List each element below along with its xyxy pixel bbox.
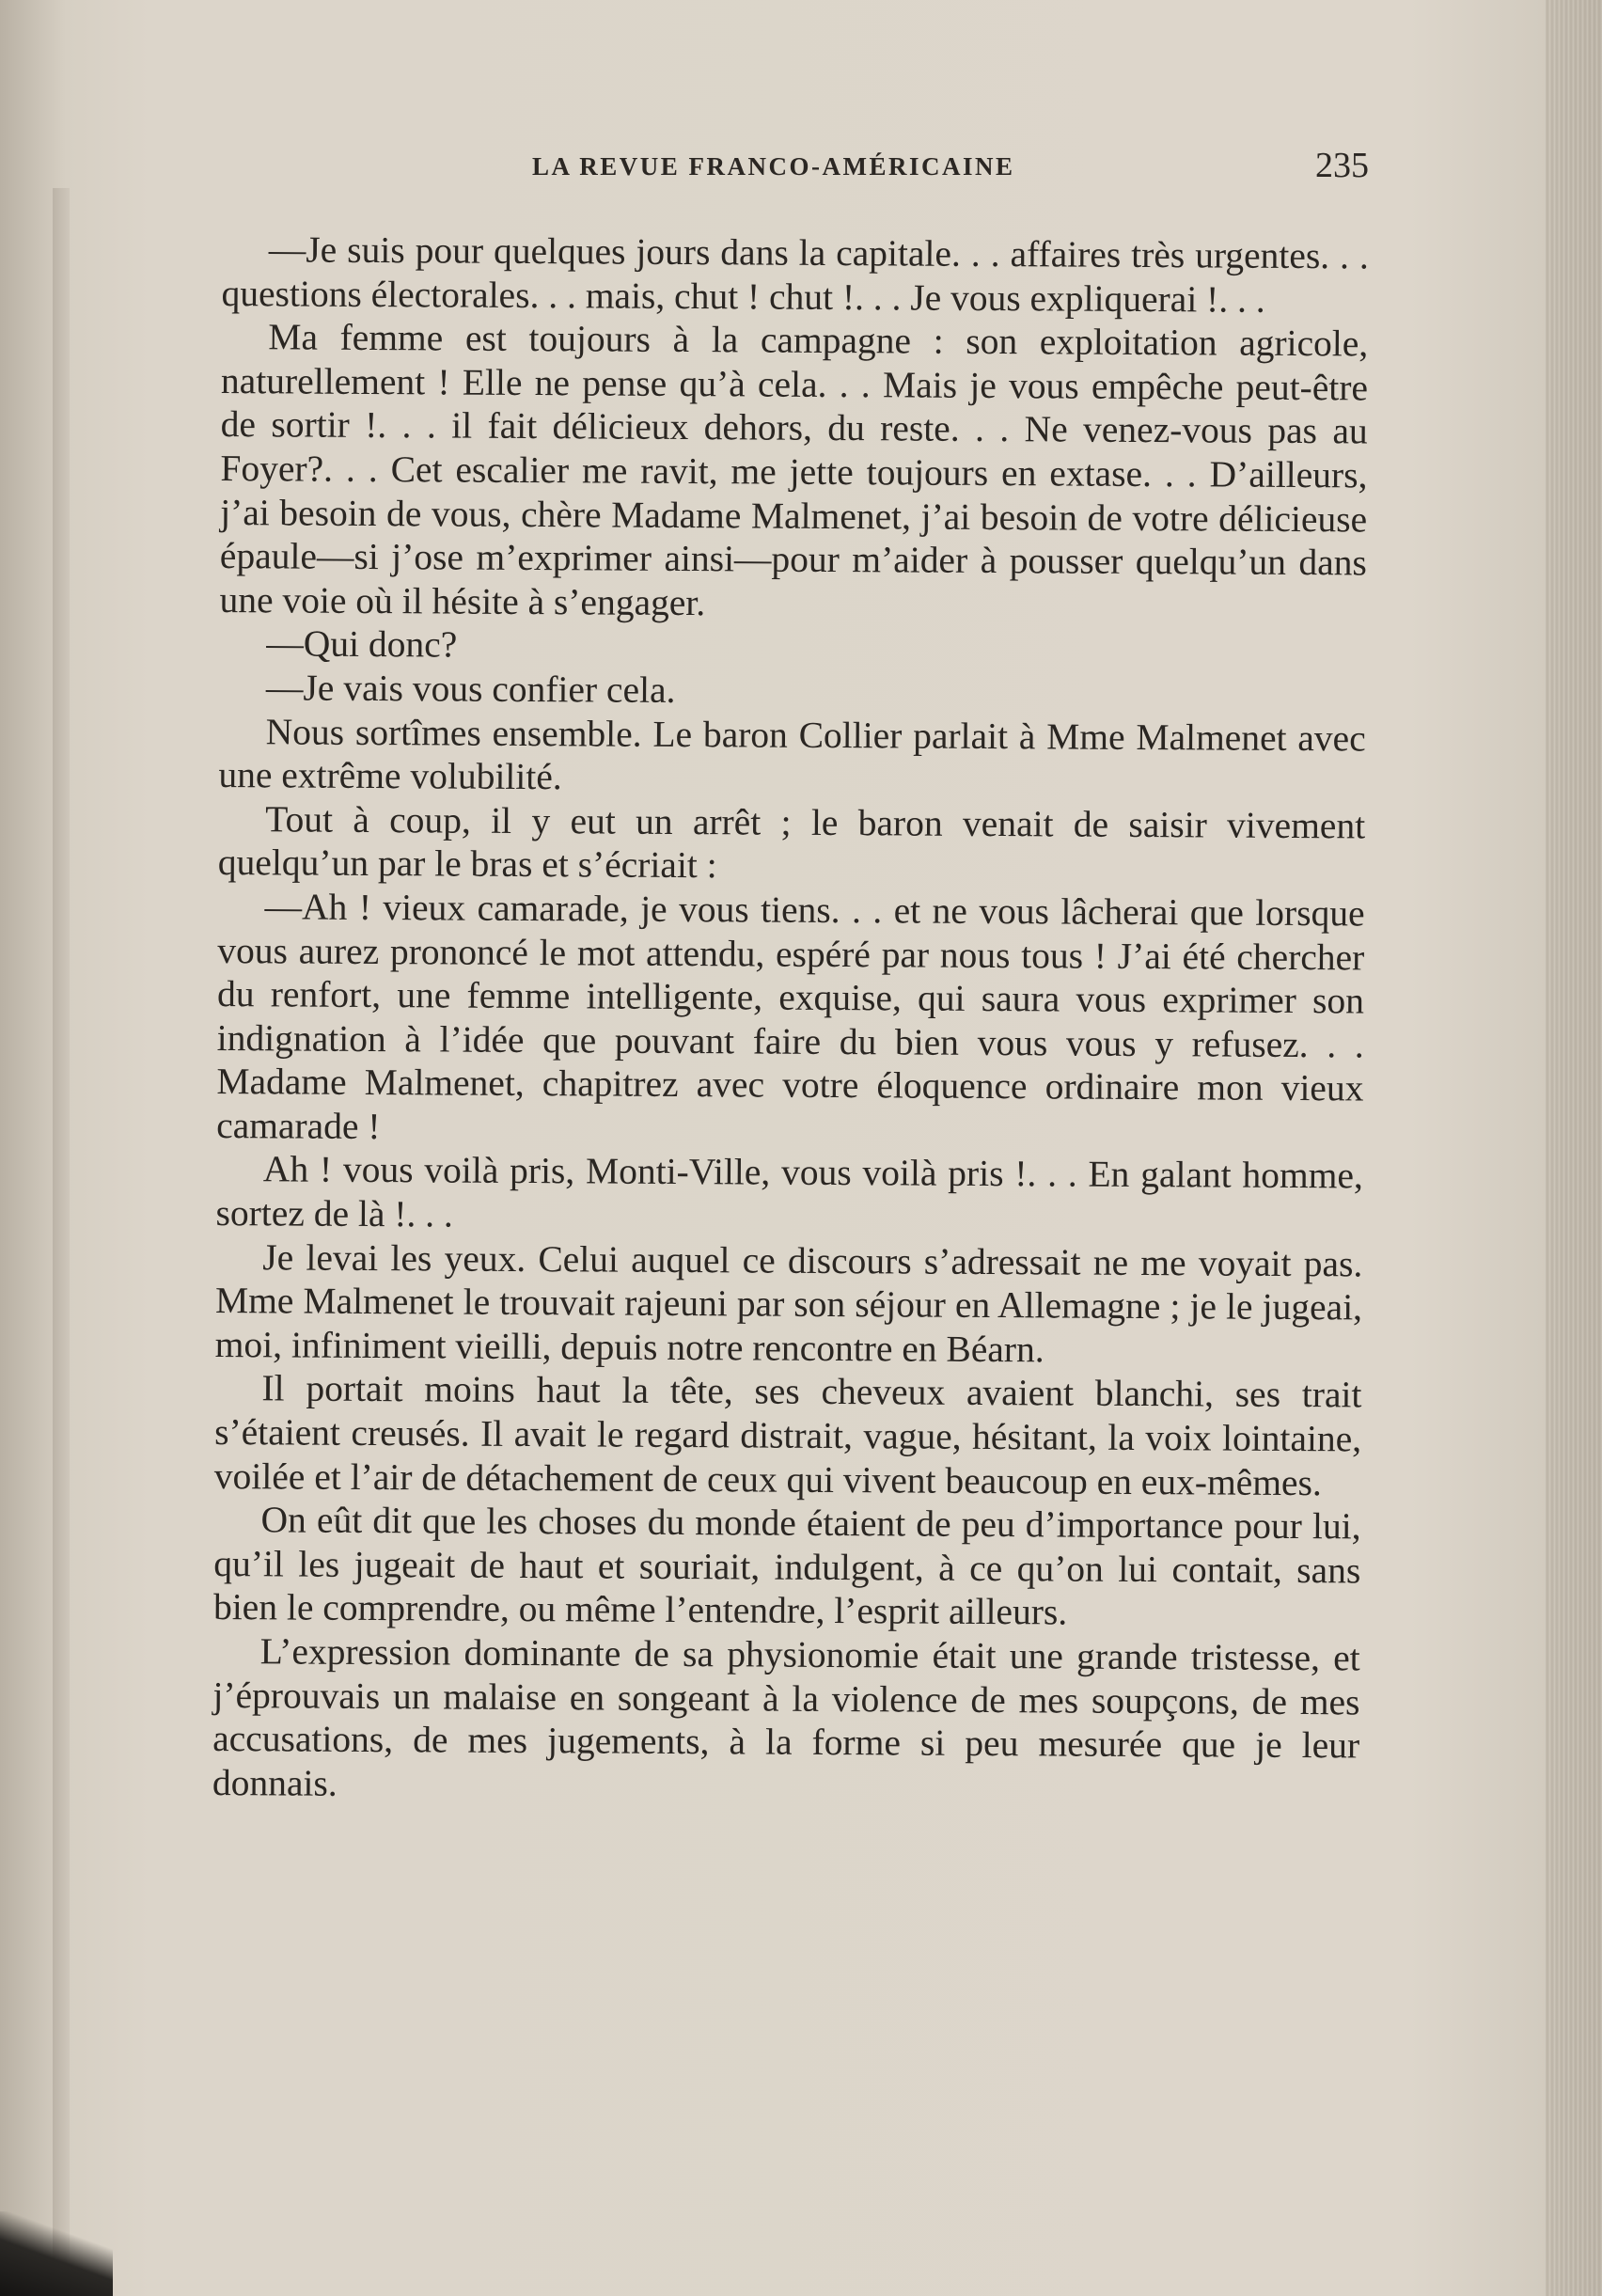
paragraph: —Je vais vous confier cela. (265, 667, 676, 711)
paragraph: Je levai les yeux. Celui auquel ce discours s’adressait ne me voyait pas. Mme Malmenet le trouvait rajeuni par son séjour en Allemagne ; je le jugeai, moi, infiniment vieilli, depuis notre rencontre en Béarn. (214, 1235, 1363, 1371)
corner-shadow (0, 2211, 113, 2296)
page-number: 235 (1315, 146, 1369, 185)
paragraph: Tout à coup, il y eut un arrêt ; le baron venait de saisir vivement quelqu’un par le bras et s’écriait : (217, 798, 1366, 887)
paragraph: Ah ! vous voilà pris, Monti-Ville, vous voilà pris !. . . En galant homme, sortez de là !. . . (215, 1148, 1363, 1235)
paragraph: Il portait moins haut la tête, ses cheveux avaient blanchi, ses trait s’étaient creusés. Il avait le regard distrait, vague, hésitant, la voix lointaine, voilée et l’air de détachement de ceux qui vivent beaucoup en eux-mêmes. (213, 1367, 1362, 1503)
paragraph: —Qui donc? (266, 622, 458, 666)
paragraph: Nous sortîmes ensemble. Le baron Collier parlait à Mme Malmenet avec une extrême volubilité. (218, 710, 1366, 798)
page-stack-edge (1546, 0, 1602, 2296)
paragraph: —Ah ! vieux camarade, je vous tiens. . . et ne vous lâcherai que lorsque vous aurez prononcé le mot attendu, espéré par nous tous ! J’ai été chercher du renfort, une femme intelligente, exquise, qui saura vous exprimer son indignation à l’idée que pouvant faire du bien vous vous y refusez. . . Madame Malmenet, chapitrez avec votre éloquence ordinaire mon vieux camarade ! (216, 886, 1365, 1147)
running-title: LA REVUE FRANCO-AMÉRICAINE (532, 152, 1015, 181)
paragraph: Ma femme est toujours à la campagne : son exploitation agricole, naturellement ! Elle ne pense qu’à cela. . . Mais je vous empêche peut-être de sortir !. . . il fait délicieux dehors, du reste. . . Ne venez-vous pas au Foyer?. . . Cet escalier me ravit, me jette toujours en extase. . . D’ailleurs, j’ai besoin de vous, chère Madame Malmenet, j’ai besoin de votre délicieuse épaule—si j’ose m’exprimer ainsi—pour m’aider à pousser quelqu’un dans une voie où il hésite à s’engager. (219, 316, 1369, 623)
book-gutter-shadow (53, 188, 70, 2296)
body-text (212, 228, 1369, 1812)
page-header (222, 141, 1369, 188)
paragraph: —Je suis pour quelques jours dans la capitale. . . affaires très urgentes. . . questions électorales. . . mais, chut ! chut !. . . Je vous expliquerai !. . . (221, 228, 1369, 321)
paragraph: L’expression dominante de sa physionomie était une grande tristesse, et j’éprouvais un malaise en songeant à la violence de mes soupçons, de mes accusations, de mes jugements, à la forme si peu mesurée que je leur donnais. (212, 1630, 1360, 1804)
paragraph: On eût dit que les choses du monde étaient de peu d’importance pour lui, qu’il les jugeait de haut et souriait, indulgent, à ce qu’on lui contait, sans bien le comprendre, ou même l’entendre, l’esprit ailleurs. (212, 1499, 1361, 1633)
